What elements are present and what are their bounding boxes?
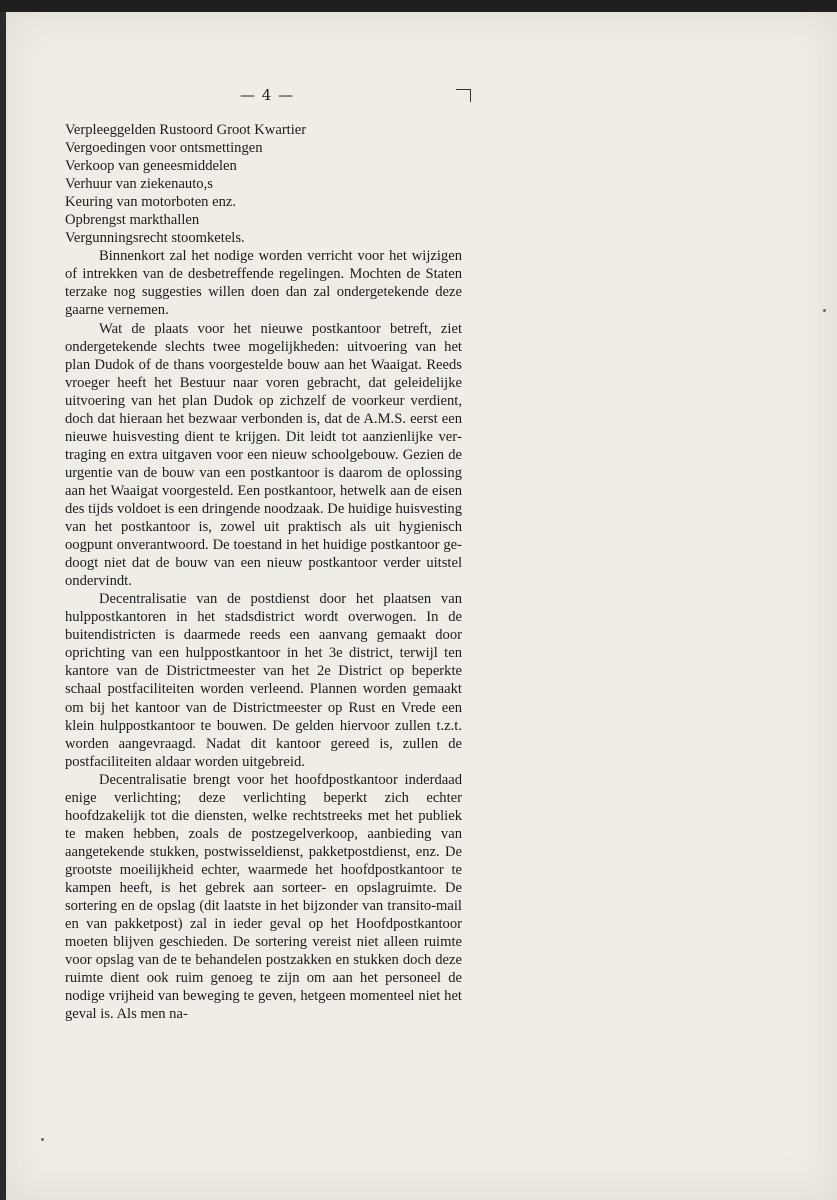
list-item: Vergoedingen voor ontsmettingen	[65, 140, 263, 157]
paragraph-post-office-location: Wat de plaats voor het nieuwe postkantoor betreft, ziet ondergetekende slechts twee mogelijkheden: uitvoering van het plan Dudok of de thans voorgestelde bouw aan het Waaigat. Reeds vroeger heeft het Bestuur naar voren gebracht, dat geleidelijke uitvoering van het plan Dudok op zichzelf de voorkeur verdient, doch dat hieraan het bezwaar verbonden is, dat de A.M.S. eerst een nieuwe huisvesting dient te krijgen. Dit leidt tot aanzienlijke vertraging en extra uitgaven voor een nieuw schoolgebouw. Gezien de urgentie van de bouw van een postkantoor is daarom de oplossing aan het Waaigat voorgesteld. Een postkantoor, hetwelk aan de eisen des tijds voldoet is een dringende noodzaak. De huidige huisvesting van het postkantoor is, zowel uit praktisch als uit hygienisch oogpunt onverantwoord. De toestand in het huidige postkantoor gedoogt niet dat de bouw van een nieuw postkantoor verder uitstel ondervindt.	[65, 320, 462, 590]
list-item: Keuring van motorboten enz.	[65, 194, 237, 211]
list-item: Verkoop van geneesmiddelen	[65, 158, 237, 175]
scanner-top-edge	[0, 0, 837, 12]
corner-mark	[456, 89, 471, 102]
list-item: Verpleeggelden Rustoord Groot Kwartier	[65, 122, 307, 138]
paper-speck	[823, 309, 826, 312]
paper-speck	[41, 1138, 44, 1141]
paragraph-decentralisation: Decentralisatie van de postdienst door het plaatsen van hulppostkantoren in het stadsdistrict wordt overwogen. In de buitendistricten is daarmede reeds een aanvang gemaakt door oprichting van een hulppostkantoor in het 3e district, terwijl ten kantore van de Districtmeester van het 2e District op beperkte schaal postfaciliteiten worden verleend. Plannen worden gemaakt om bij het kantoor van de Districtmeester op Rust en Vrede een klein hulppostkantoor te bouwen. De gelden hiervoor zullen t.z.t. worden aangevraagd. Nadat dit kantoor gereed is, zullen de postfaciliteiten aldaar worden uitgebreid.	[65, 591, 462, 770]
list-item: Verhuur van ziekenauto,s	[65, 176, 213, 193]
paragraph-regulations: Binnenkort zal het nodige worden verricht voor het wijzigen of intrekken van de desbetreffende regelingen. Mochten de Staten terzake nog suggesties willen doen dan zal ondergetekende deze gaarne vernemen.	[65, 248, 462, 319]
list-item: Vergunningsrecht stoomketels.	[65, 230, 245, 247]
list-item: Opbrengst markthallen	[65, 212, 200, 229]
revenue-list	[65, 121, 462, 247]
body-text	[65, 121, 462, 1023]
paragraph-sorting-space: Decentralisatie brengt voor het hoofdpostkantoor inderdaad enige verlichting; deze verlichting beperkt zich echter hoofdzakelijk tot die diensten, welke rechtstreeks met het publiek te maken hebben, zoals de postzegelverkoop, aanbieding van aangetekende stukken, postwisseldienst, pakketpostdienst, enz. De grootste moeilijkheid echter, waarmede het hoofdpostkantoor te kampen heeft, is het gebrek aan sorteer- en opslagruimte. De sortering en de opslag (dit laatste in het bijzonder van transito-mail en van pakketpost) zal in ieder geval op het Hoofdpostkantoor moeten blijven geschieden. De sortering vereist niet alleen ruimte voor opslag van de te behandelen postzakken en stukken doch deze ruimte dient ook ruim genoeg te zijn om aan het personeel de nodige vrijheid van beweging te geven, hetgeen momenteel niet het geval is. Als men na-	[65, 771, 462, 1023]
page-number: — 4 —	[240, 86, 295, 104]
